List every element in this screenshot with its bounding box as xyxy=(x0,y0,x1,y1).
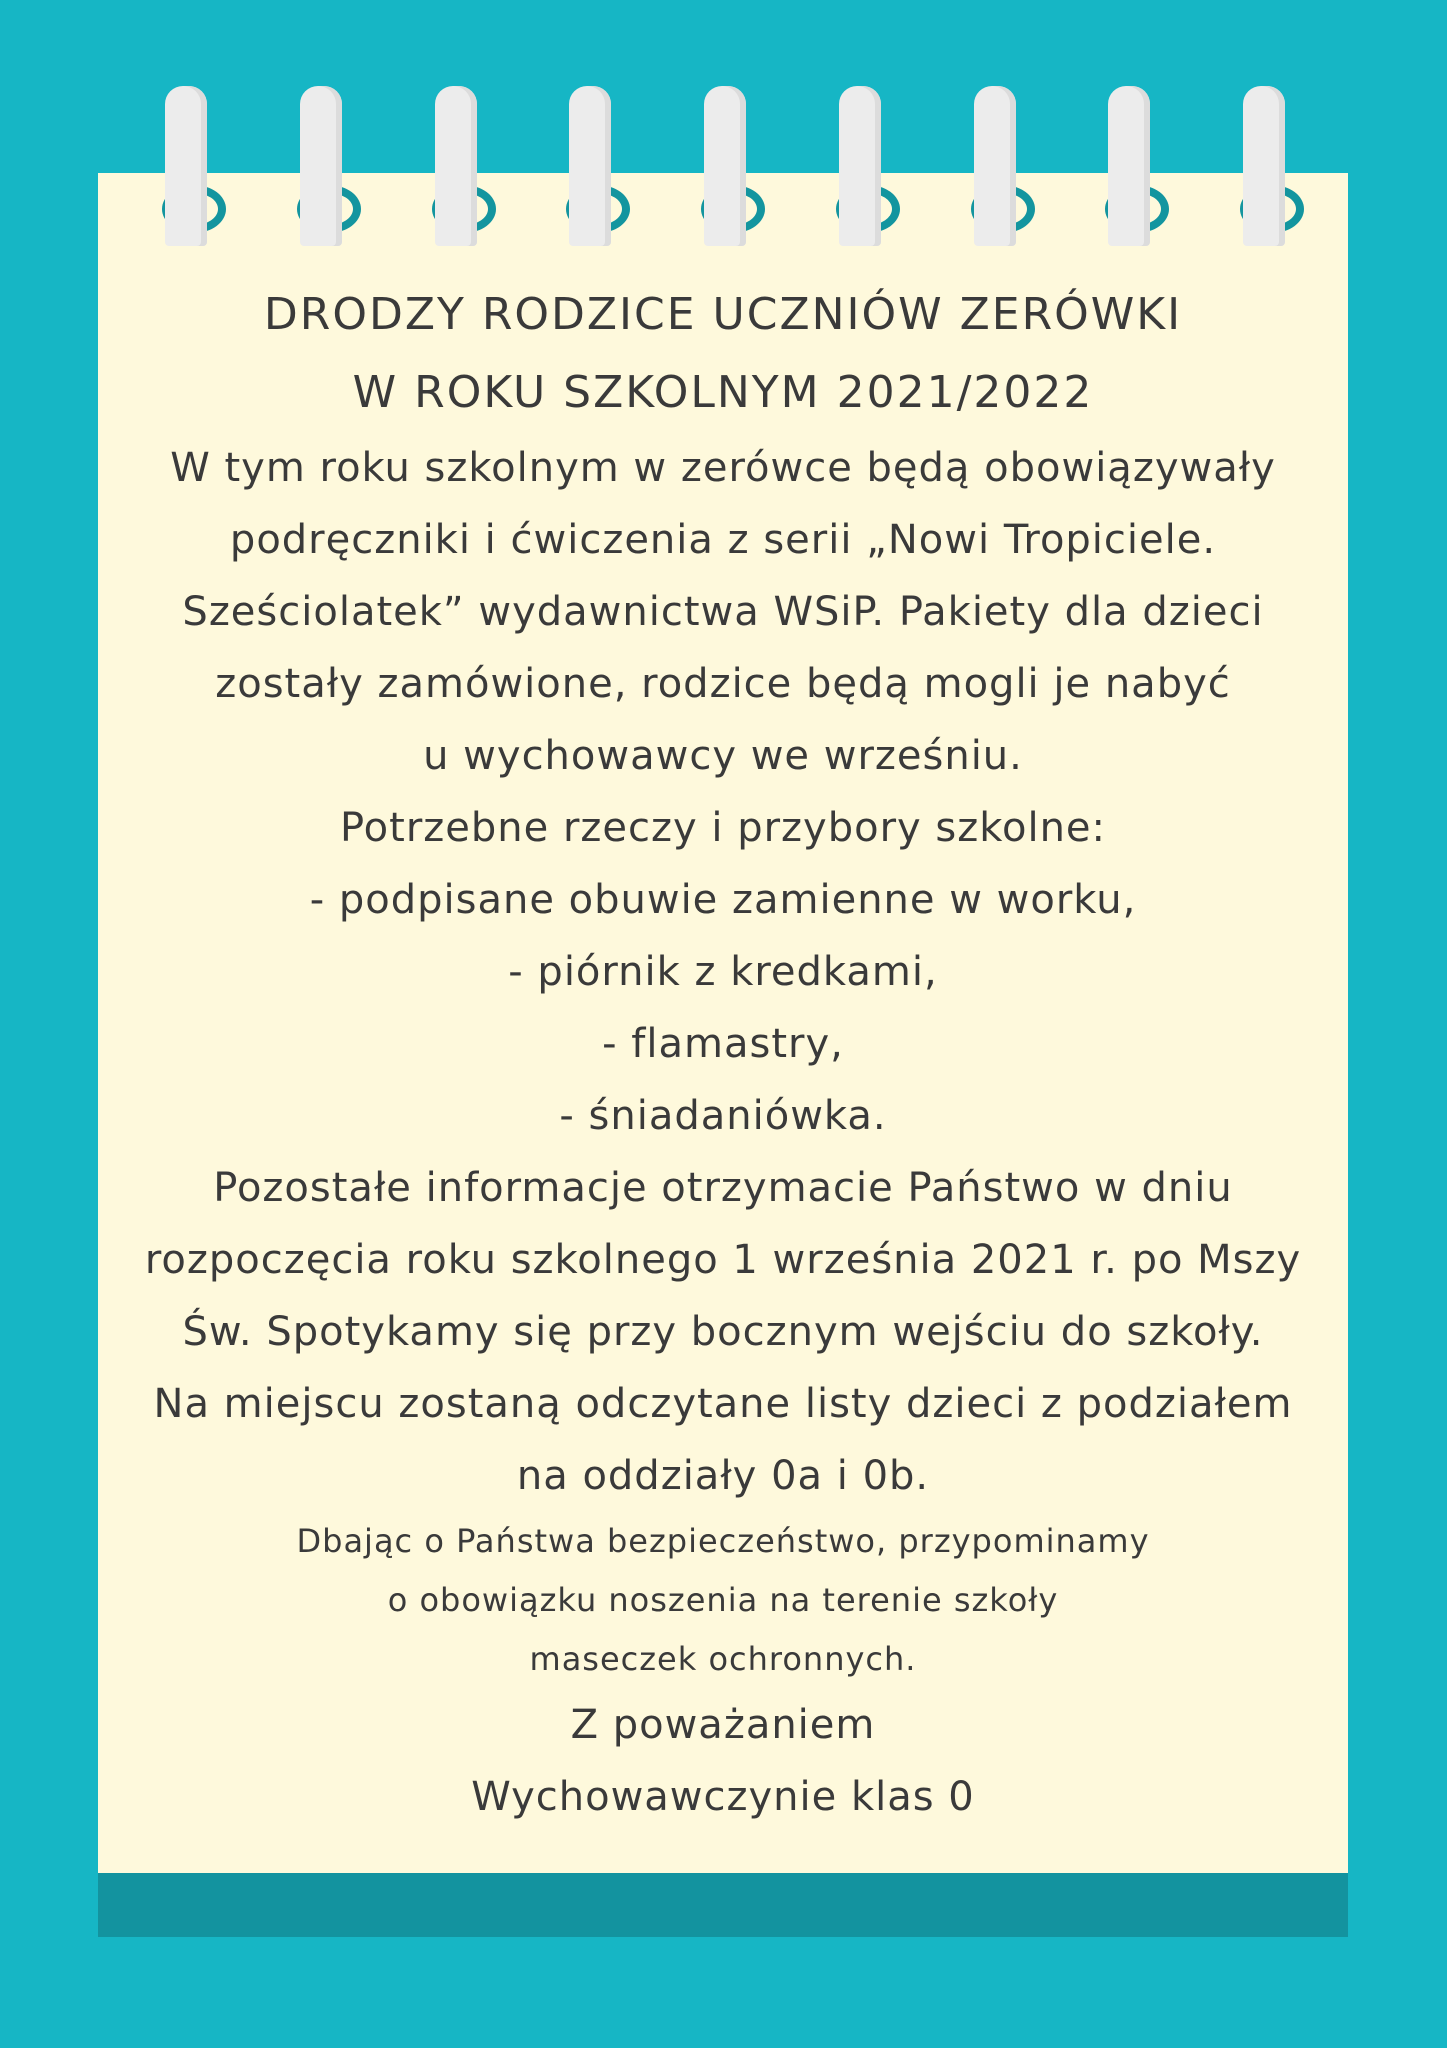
binding-clip xyxy=(1243,86,1285,246)
body-line: Pozostałe informacje otrzymacie Państwo w dniu xyxy=(213,1165,1233,1211)
binding-clip xyxy=(839,86,881,246)
safety-notice-line: o obowiązku noszenia na terenie szkoły xyxy=(387,1581,1059,1619)
body-line: W tym roku szkolnym w zerówce będą obowiązywały xyxy=(170,445,1276,491)
safety-notice-line: Dbając o Państwa bezpieczeństwo, przypominamy xyxy=(296,1522,1150,1560)
body-line: na oddziały 0a i 0b. xyxy=(516,1453,930,1499)
supplies-item: - podpisane obuwie zamienne w worku, xyxy=(309,877,1137,923)
signature-line: Wychowawczynie klas 0 xyxy=(471,1774,975,1820)
body-line: Na miejscu zostaną odczytane listy dzieci z podziałem xyxy=(153,1381,1293,1427)
body-line: zostały zamówione, rodzice będą mogli je nabyć xyxy=(215,661,1231,707)
binding-clip xyxy=(569,86,611,246)
closing-line: Z poważaniem xyxy=(570,1702,876,1748)
binding-clip xyxy=(704,86,746,246)
notepad-paper-shadow xyxy=(98,1873,1348,1937)
title-line-2: W ROKU SZKOLNYM 2021/2022 xyxy=(352,367,1094,418)
body-line: u wychowawcy we wrześniu. xyxy=(423,733,1023,779)
notice-content xyxy=(140,276,1306,1833)
supplies-item: - piórnik z kredkami, xyxy=(508,949,938,995)
binding-clip xyxy=(1108,86,1150,246)
binding-clip xyxy=(165,86,207,246)
binding-clip xyxy=(435,86,477,246)
body-line: Sześciolatek” wydawnictwa WSiP. Pakiety dla dzieci xyxy=(182,589,1264,635)
binding-clip xyxy=(300,86,342,246)
supplies-item: - flamastry, xyxy=(602,1021,844,1067)
body-line: rozpoczęcia roku szkolnego 1 września 2021 r. po Mszy xyxy=(144,1237,1302,1283)
title-line-1: DRODZY RODZICE UCZNIÓW ZERÓWKI xyxy=(263,289,1183,340)
body-line: Św. Spotykamy się przy bocznym wejściu do szkoły. xyxy=(182,1309,1264,1355)
binding-clip xyxy=(974,86,1016,246)
body-line: podręczniki i ćwiczenia z serii „Nowi Tropiciele. xyxy=(229,517,1217,563)
supplies-heading: Potrzebne rzeczy i przybory szkolne: xyxy=(339,805,1107,851)
safety-notice-line: maseczek ochronnych. xyxy=(529,1640,917,1678)
supplies-item: - śniadaniówka. xyxy=(559,1093,887,1139)
